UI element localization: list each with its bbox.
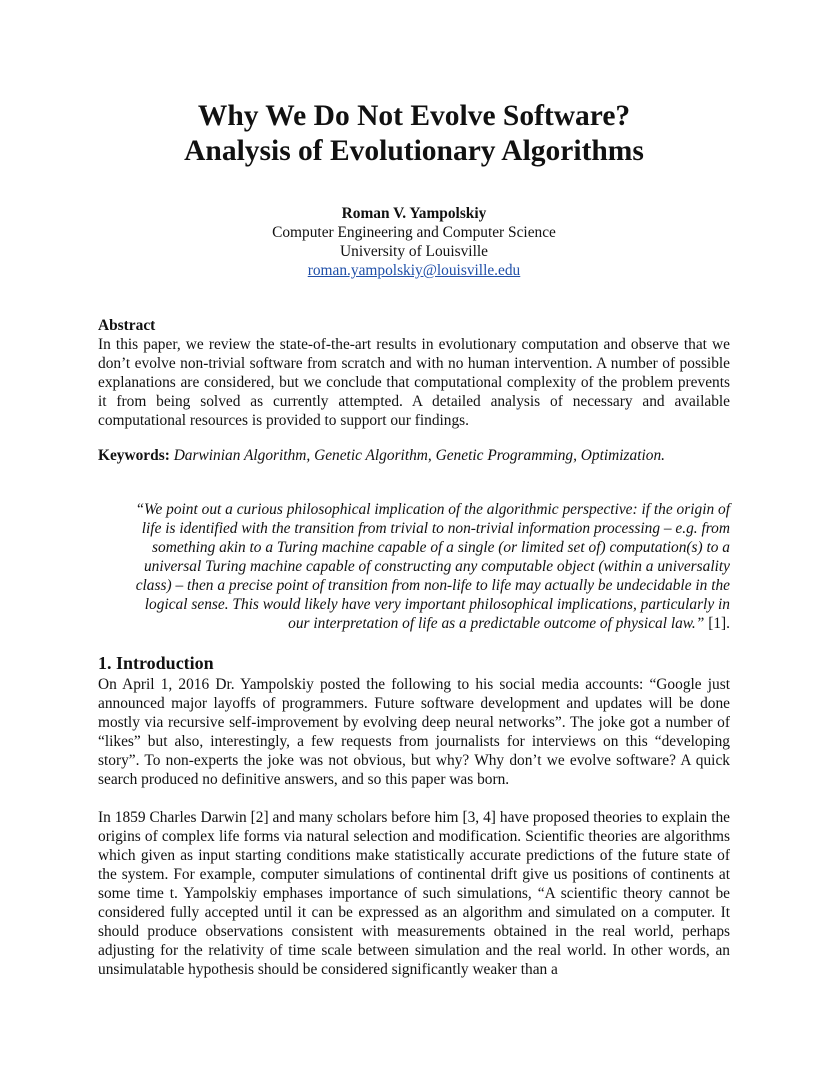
keywords-label: Keywords: [98,447,170,464]
quote-line: “We point out a curious philosophical implication of the algorithmic perspective: if the origin of [135,501,730,518]
paper-title [0,99,828,169]
quote-line: our interpretation of life as a predictable outcome of physical law.” [288,615,705,632]
quote-line: something akin to a Turing machine capable of a single (or limited set of) computation(s) to a [152,539,730,556]
abstract-heading: Abstract [98,317,156,334]
title-line-2: Analysis of Evolutionary Algorithms [184,135,644,167]
intro-paragraph-1: On April 1, 2016 Dr. Yampolskiy posted the following to his social media accounts: “Google just announced major layoffs of programmers. Future software development and updates will be done mostly via recursive self-improvement by evolving deep neural networks”. The joke got a number of “likes” but also, interestingly, a few requests from journalists for interviews on this “developing story”. To non-experts the joke was not obvious, but why? Why don’t we evolve software? A quick search produced no definitive answers, and so this paper was born. [98,676,730,788]
abstract-text: In this paper, we review the state-of-the-art results in evolutionary computation and observe that we don’t evolve non-trivial software from scratch and with no human intervention. A number of possible explanations are considered, but we conclude that computational complexity of the problem prevents it from being solved as currently attempted. A detailed analysis of necessary and available computational resources is provided to support our findings. [98,336,730,429]
author-block [0,204,828,280]
quote-citation: [1]. [704,615,730,632]
author-name: Roman V. Yampolskiy [341,205,487,222]
abstract-section [98,316,730,430]
author-university: University of Louisville [340,243,488,260]
quote-line: universal Turing machine capable of constructing any computable object (within a universality [143,558,730,575]
intro-paragraph-2: In 1859 Charles Darwin [2] and many scholars before him [3, 4] have proposed theories to explain the origins of complex life forms via natural selection and modification. Scientific theories are algorithms which given as input starting conditions make statistically accurate predictions of the future state of the system. For example, computer simulations of continental drift give us positions of continents at some time t. Yampolskiy emphases importance of such simulations, “A scientific theory cannot be considered fully accepted until it can be expressed as an algorithm and simulated on a computer. It should produce observations consistent with measurements obtained in the real world, perhaps adjusting for the relativity of time scale between simulation and the real world. In other words, an unsimulatable hypothesis should be considered significantly weaker than a [98,809,730,978]
keywords-text: Darwinian Algorithm, Genetic Algorithm, Genetic Programming, Optimization. [173,447,666,464]
quote-line: logical sense. This would likely have very important philosophical implications, particularly in [144,596,730,613]
author-email-link[interactable]: roman.yampolskiy@louisville.edu [307,262,521,279]
section-heading-introduction: 1. Introduction [98,653,214,673]
author-department: Computer Engineering and Computer Science [272,224,556,241]
quote-line: life is identified with the transition from trivial to non-trivial information processing – e.g. from [141,520,730,537]
title-line-1: Why We Do Not Evolve Software? [197,100,631,132]
quote-line: class) – then a precise point of transition from non-life to life may actually be undecidable in the [135,577,730,594]
epigraph-quote [98,500,730,633]
keywords-line [98,446,730,465]
